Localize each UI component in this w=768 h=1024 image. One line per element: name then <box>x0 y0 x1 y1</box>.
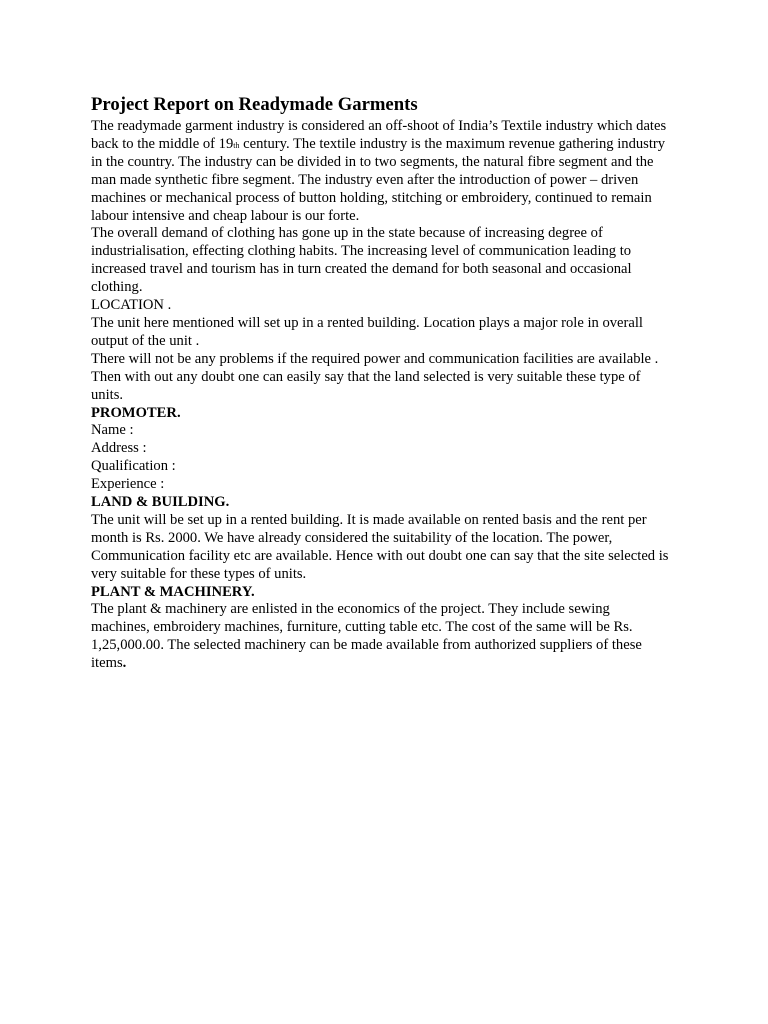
demand-paragraph: The overall demand of clothing has gone up in the state because of increasing degree of industrialisation, effecting clothing habits. The increasing level of communication leading to increased travel and tourism has in turn created the demand for both seasonal and occasional clothing. <box>91 225 632 296</box>
promoter-name-field: Name : <box>91 422 134 439</box>
location-heading: LOCATION . <box>91 297 172 314</box>
promoter-address-field: Address : <box>91 440 147 457</box>
plant-machinery-heading: PLANT & MACHINERY. <box>91 583 255 600</box>
plant-machinery-end-mark: . <box>122 655 127 672</box>
promoter-experience-field: Experience : <box>91 476 165 493</box>
intro-text-part1: The readymade garment industry is considered an off-shoot of India’s Textile industry which dates back to the middle of 19 <box>91 118 667 152</box>
intro-text-part2: century. The textile industry is the maximum revenue gathering industry in the country. The industry can be divided in to two segments, the natural fibre segment and the man made synthetic fibre segment. The industry even after the introduction of power – driven machines or mechanical process of button holding, stitching or embroidery, continued to remain labour intensive and cheap labour is our forte. <box>91 135 666 224</box>
promoter-qualification-field: Qualification : <box>91 458 176 475</box>
land-building-heading: LAND & BUILDING. <box>91 494 230 511</box>
document-title: Project Report on Readymade Garments <box>91 94 418 115</box>
plant-machinery-paragraph <box>91 601 671 673</box>
plant-machinery-text: The plant & machinery are enlisted in the economics of the project. They include sewing machines, embroidery machines, furniture, cutting table etc. The cost of the same will be Rs. 1,25,000.00. The selected machinery can be made available from authorized suppliers of these items <box>91 601 642 672</box>
intro-superscript: th <box>233 140 240 150</box>
document-page <box>91 94 671 673</box>
location-paragraph-1: The unit here mentioned will set up in a rented building. Location plays a major role in overall output of the unit . <box>91 314 643 349</box>
promoter-heading: PROMOTER. <box>91 404 181 421</box>
location-paragraph-2: There will not be any problems if the required power and communication facilities are available . Then with out any doubt one can easily say that the land selected is very suitable these type of units. <box>91 350 659 403</box>
land-building-paragraph: The unit will be set up in a rented building. It is made available on rented basis and the rent per month is Rs. 2000. We have already considered the suitability of the location. The power, Communication facility etc are available. Hence with out doubt one can say that the site selected is very suitable for these types of units. <box>91 511 669 582</box>
intro-paragraph <box>91 118 671 225</box>
